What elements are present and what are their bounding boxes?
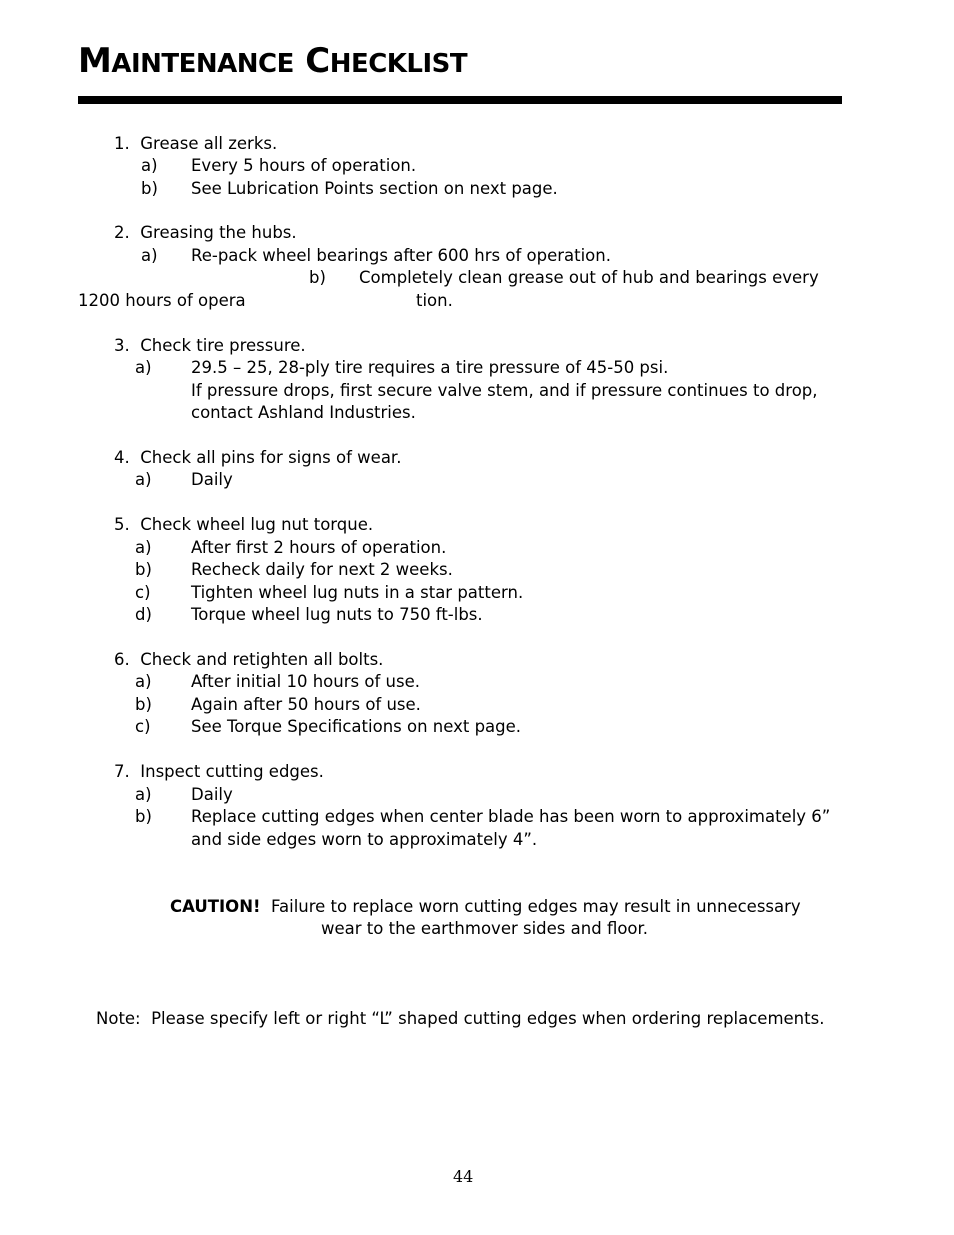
ordering-note: Note: Please specify left or right “L” shaped cutting edges when ordering replacements. [96, 1009, 825, 1028]
sub-2b-cont2: tion. [416, 291, 453, 310]
sub-6b-label: b) [135, 695, 152, 714]
sub-4a-text: Daily [191, 470, 233, 489]
sub-3a-text: 29.5 – 25, 28-ply tire requires a tire pressure of 45-50 psi. [191, 358, 669, 377]
sub-3a-label: a) [135, 358, 152, 377]
sub-1a-text: Every 5 hours of operation. [191, 156, 417, 175]
page-number: 44 [453, 1167, 474, 1186]
sub-2a-label: a) [141, 246, 158, 265]
item-4: 4. Check all pins for signs of wear. [114, 448, 402, 467]
caution-line-1: CAUTION! Failure to replace worn cutting edges may result in unnecessary [170, 897, 801, 916]
sub-1b-text: See Lubrication Points section on next page. [191, 179, 558, 198]
sub-6c-label: c) [135, 717, 151, 736]
sub-6c-text: See Torque Specifications on next page. [191, 717, 522, 736]
title-rule [78, 96, 842, 104]
sub-6a-label: a) [135, 672, 152, 691]
sub-7b-text: Replace cutting edges when center blade has been worn to approximately 6” [191, 807, 831, 826]
sub-2b-cont1: 1200 hours of opera [78, 291, 246, 310]
sub-1a-label: a) [141, 156, 158, 175]
sub-7a-text: Daily [191, 785, 233, 804]
sub-5a-label: a) [135, 538, 152, 557]
sub-5c-text: Tighten wheel lug nuts in a star pattern. [191, 583, 524, 602]
sub-6b-text: Again after 50 hours of use. [191, 695, 421, 714]
sub-1b-label: b) [141, 179, 158, 198]
sub-2b-text: Completely clean grease out of hub and bearings every [359, 268, 819, 287]
item-1: 1. Grease all zerks. [114, 134, 278, 153]
item-5: 5. Check wheel lug nut torque. [114, 515, 374, 534]
sub-5a-text: After first 2 hours of operation. [191, 538, 447, 557]
item-7: 7. Inspect cutting edges. [114, 762, 324, 781]
sub-7b-label: b) [135, 807, 152, 826]
sub-5b-label: b) [135, 560, 152, 579]
sub-5d-label: d) [135, 605, 152, 624]
page-title: MAINTENANCE CHECKLIST [78, 41, 468, 81]
sub-7b-line2: and side edges worn to approximately 4”. [191, 830, 538, 849]
sub-3a-line3: contact Ashland Industries. [191, 403, 416, 422]
sub-5b-text: Recheck daily for next 2 weeks. [191, 560, 453, 579]
sub-5c-label: c) [135, 583, 151, 602]
caution-line-2: wear to the earthmover sides and floor. [321, 919, 649, 938]
sub-6a-text: After initial 10 hours of use. [191, 672, 420, 691]
sub-3a-line2: If pressure drops, first secure valve stem, and if pressure continues to drop, [191, 381, 818, 400]
caution-label: CAUTION! [170, 897, 261, 916]
item-6: 6. Check and retighten all bolts. [114, 650, 384, 669]
sub-4a-label: a) [135, 470, 152, 489]
sub-2a-text: Re-pack wheel bearings after 600 hrs of operation. [191, 246, 611, 265]
sub-5d-text: Torque wheel lug nuts to 750 ft-lbs. [191, 605, 483, 624]
sub-7a-label: a) [135, 785, 152, 804]
item-3: 3. Check tire pressure. [114, 336, 306, 355]
item-2: 2. Greasing the hubs. [114, 223, 297, 242]
sub-2b-label: b) [309, 268, 326, 287]
